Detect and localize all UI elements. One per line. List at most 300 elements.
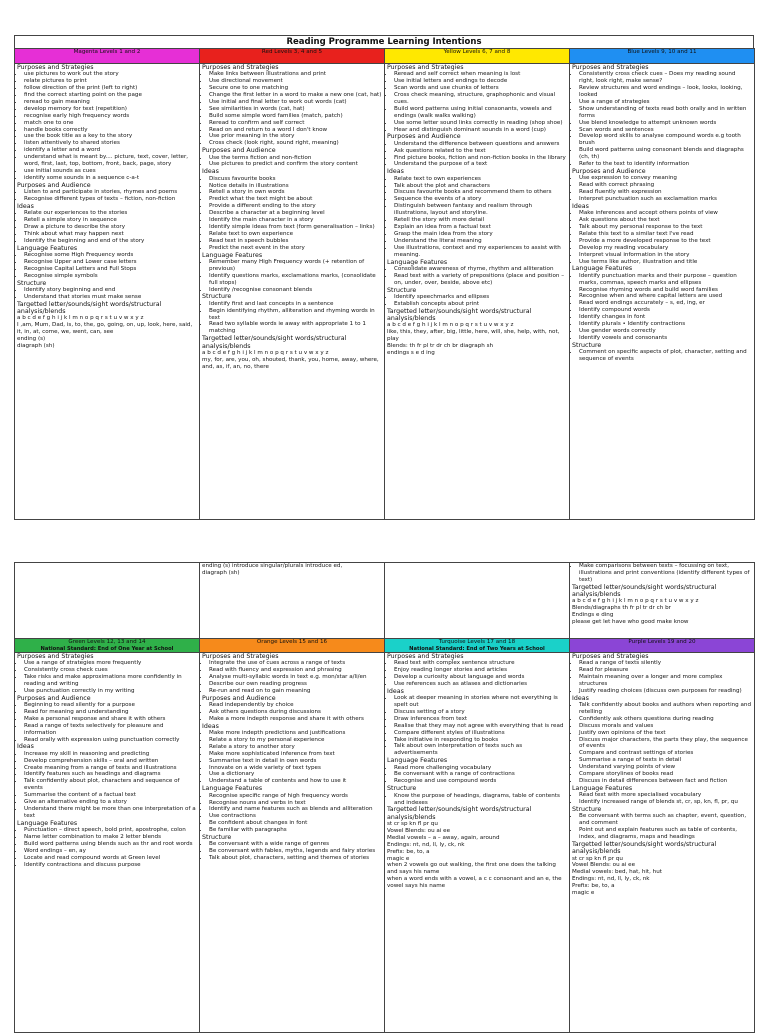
list-item: • Justify reading choices (discuss own purposes for reading)	[579, 688, 752, 695]
section-heading: Purposes and Audience	[202, 147, 276, 155]
list-item: • Read on and return to a word I don't know	[209, 127, 382, 134]
list-item: • Scan words and sentences	[579, 127, 752, 134]
list-item: • Begin identifying rhythm, alliteration and rhyming words in text	[209, 308, 382, 322]
section-heading: Structure	[17, 279, 47, 287]
list-item: • Be conversant with a wide range of genres	[209, 841, 382, 848]
list-item: • Take risks and make approximations more confidently in reading and writing	[24, 674, 197, 688]
list-item: • Compare storylines of books read	[579, 771, 752, 778]
list-item: • Refer to the text to identify information	[579, 161, 752, 168]
section-list	[17, 702, 197, 743]
list-item: • Realise that they may not agree with everything that is read	[394, 723, 567, 730]
section-list	[17, 287, 197, 301]
list-item: • Establish concepts about print	[394, 301, 567, 308]
section-heading: Ideas	[387, 168, 404, 176]
list-item: • Make inferences and accept others points of view	[579, 210, 752, 217]
list-item: • Recognise rhyming words and build word families	[579, 287, 752, 294]
list-item: • Justify own opinions of the text	[579, 730, 752, 737]
section-list	[17, 252, 197, 280]
page-title: Reading Programme Learning Intentions	[14, 35, 754, 49]
section-list	[202, 71, 382, 147]
list-item: • Identify punctuation marks and their purpose – question marks, commas, speech marks and ellipses	[579, 273, 752, 287]
list-item: • Secure one to one matching	[209, 85, 382, 92]
section-list	[387, 266, 567, 287]
header-green	[15, 639, 200, 653]
section-list	[202, 259, 382, 294]
list-item: • Read for pleasure	[579, 667, 752, 674]
list-item: • Identify the beginning and end of the story	[24, 238, 197, 245]
list-item: • Recognise Capital Letters and Full Stops	[24, 266, 197, 273]
list-item: • Take initiative in responding to books	[394, 737, 567, 744]
list-item: • Interpret visual information in the story	[579, 252, 752, 259]
list-item: • Cross check meaning, structure, graphophonic and visual cues.	[394, 92, 567, 106]
section-heading: Targetted letter/sounds/sight words/structural analysis/blends	[202, 335, 347, 350]
section-list	[17, 660, 197, 695]
section-heading: Purposes and Strategies	[387, 652, 464, 660]
header-green-standard: National Standard: End of One Year at School	[40, 645, 174, 652]
list-item: • Identify speechmarks and ellipses	[394, 294, 567, 301]
list-item: • Identify /recognise consonant blends	[209, 287, 382, 294]
list-item: • Discuss setting of a story	[394, 709, 567, 716]
list-item: • Use references such as atlases and dictionaries	[394, 681, 567, 688]
list-item: • Use initial and final letter to work out words (cat)	[209, 99, 382, 106]
list-item: • Read text in speech bubbles	[209, 238, 382, 245]
section-heading: Targetted letter/sounds/sight words/structural analysis/blends	[572, 583, 717, 599]
header-orange	[200, 639, 385, 653]
top-header-row	[15, 49, 755, 64]
header-green-label: Green Levels 12, 13 and 14	[68, 639, 146, 645]
header-yellow: Yellow Levels 6, 7 and 8	[385, 49, 570, 64]
list-item: • Provide a more developed response to the text	[579, 238, 752, 245]
section-heading: Structure	[387, 785, 417, 793]
list-item: • Talk confidently about plot, characters and sequence of events	[24, 778, 197, 792]
column-purple	[570, 652, 755, 1032]
continuation-row	[15, 563, 755, 639]
list-item: • Reread and self correct when meaning is lost	[394, 71, 567, 78]
section-list	[17, 751, 197, 820]
section-list	[202, 702, 382, 723]
list-item: • Confidently ask others questions during reading	[579, 716, 752, 723]
list-item: • Show understanding of texts read both orally and in written forms	[579, 106, 752, 120]
list-item: • Discuss in detail differences between fact and fiction	[579, 778, 752, 785]
list-item: • Discuss morals and values	[579, 723, 752, 730]
list-item: • Word endings – en, ay	[24, 848, 197, 855]
list-item: • Talk about the plot and characters	[394, 183, 567, 190]
section-heading: Ideas	[572, 202, 589, 210]
section-heading: Language Features	[387, 258, 448, 266]
header-magenta: Magenta Levels 1 and 2	[15, 49, 200, 64]
list-item: • Retell a story in own words	[209, 189, 382, 196]
list-item: • Use punctuation correctly in my writing	[24, 688, 197, 695]
section-list	[572, 792, 752, 806]
list-item: • Identify first and last concepts in a sentence	[209, 301, 382, 308]
section-heading: Ideas	[17, 743, 34, 751]
list-item: • Make more indepth predictions and justifications	[209, 730, 382, 737]
list-item: • find the correct starting point on the page	[24, 92, 197, 99]
section-heading: Ideas	[202, 722, 219, 730]
list-item: • Talk about my personal response to the text	[579, 224, 752, 231]
section-text: a b c d e f g h i j k l m n o p q r s t u v w x y z my, for, are, you, oh, shouted, thank, you, home, away, where, and, as, if, an, no, there	[202, 349, 379, 370]
list-item: • develop memory for text (repetition)	[24, 106, 197, 113]
list-item: • Make comparisons between texts – focussing on text, illustrations and print conventions (identify different types of text)	[579, 563, 752, 584]
list-item: • reread to gain meaning	[24, 99, 197, 106]
list-item: • Ask questions related to the text	[394, 148, 567, 155]
list-item: • Understand a table of contents and how to use it	[209, 778, 382, 785]
list-item: • Be conversant with fables, myths, legends and fairy stories	[209, 848, 382, 855]
section-list	[202, 660, 382, 695]
list-item: • Read for meaning and understanding	[24, 709, 197, 716]
list-item: • Notice details in illustrations	[209, 183, 382, 190]
list-item: • Create meaning from a range of texts and illustrations	[24, 765, 197, 772]
section-heading: Purposes and Strategies	[202, 652, 279, 660]
section-heading: Purposes and Strategies	[387, 64, 464, 71]
list-item: • Cross check (look right, sound right, meaning)	[209, 140, 382, 147]
list-item: • Identify simple ideas from text (form generalisation – links)	[209, 224, 382, 231]
continuation-red-text: ending (s) introduce singular/plurals introduce ed, diagraph (sh)	[202, 563, 343, 576]
section-list	[387, 765, 567, 786]
list-item: • Build word patterns using blends such as thr and root words	[24, 841, 197, 848]
section-text: st cr sp kn fl pr qu Vowel Blends: ou ai ee Medial vowels: bed, hat, hit, hut Endings: nt, nd, ll, ly, ck, nk Prefix: be, to, a magic e	[572, 855, 662, 897]
column-yellow	[385, 64, 570, 520]
section-heading: Targetted letter/sounds/sight words/structural analysis/blends	[17, 300, 162, 316]
section-list	[202, 793, 382, 834]
section-list	[387, 793, 567, 807]
section-list	[572, 349, 752, 363]
list-item: • See similarities in words (cat, hat)	[209, 106, 382, 113]
list-item: • Make a personal response and share it with others	[24, 716, 197, 723]
section-list	[572, 71, 752, 168]
list-item: • Identify the main character in a story	[209, 217, 382, 224]
list-item: • Summarise text in detail in own words	[209, 758, 382, 765]
list-item: • use initial sounds as cues	[24, 168, 197, 175]
list-item: • Use contractions	[209, 813, 382, 820]
list-item: • Identify story beginning and end	[24, 287, 197, 294]
list-item: • Identify vowels and consonants	[579, 335, 752, 342]
list-item: • Make a more indepth response and share it with others	[209, 716, 382, 723]
list-item: • identify a letter and a word	[24, 147, 197, 154]
list-item: • Use gender words correctly	[579, 328, 752, 335]
list-item: • Recognise specific range of high frequency words	[209, 793, 382, 800]
list-item: • Look at deeper meaning in stories where not everything is spelt out	[394, 695, 567, 709]
section-heading: Ideas	[387, 687, 404, 695]
list-item: • Identify plurals • Identify contractions	[579, 321, 752, 328]
section-heading: Ideas	[202, 168, 219, 176]
list-item: • Understand the literal meaning	[394, 238, 567, 245]
header-turquoise-label: Turquoise Levels 17 and 18	[438, 639, 516, 645]
header-orange-label: Orange Levels 15 and 16	[256, 639, 328, 645]
section-list	[572, 813, 752, 841]
section-heading: Purposes and Strategies	[202, 64, 279, 71]
section-list	[572, 273, 752, 342]
section-text: st cr sp kn fl pr qu Vowel Blends: ou ai ee Medial vowels – a – away, again, around Endings: nt, nd, ll, ly, ck, nk Prefix: be, to, a magic e when 2 vowels go out walking, the first one does the talking and says his name when a word ends with a vowel, a c c consonant and an e, the vowel says his name	[387, 821, 562, 890]
section-heading: Structure	[572, 341, 602, 349]
list-item: • Talk about own interpretation of texts such as advertisements	[394, 743, 567, 757]
list-item: • Retell the story with more detail	[394, 217, 567, 224]
list-item: • Discuss major characters, the parts they play, the sequence of events	[579, 737, 752, 751]
list-item: • Read word endings accurately – s, ed, ing, er	[579, 300, 752, 307]
list-item: • Discuss favourite books and recommend them to others	[394, 189, 567, 196]
section-heading: Ideas	[572, 694, 589, 702]
list-item: • Recognise some High Frequency words	[24, 252, 197, 259]
list-item: • Give an alternative ending to a story	[24, 799, 197, 806]
column-blue	[570, 64, 755, 520]
list-item: • Sequence the events of a story	[394, 196, 567, 203]
list-item: • Use illustrations, context and my experiences to assist with meaning.	[394, 245, 567, 259]
header-turquoise-standard: National Standard: End of Two Years at School	[409, 645, 545, 652]
list-item: • Use expression to convey meaning	[579, 175, 752, 182]
list-item: • Find picture books, fiction and non-fiction books in the library	[394, 155, 567, 162]
section-text: a b c d e f g h i j k l m n o p q r s t u v w x y z I ,am, Mum, Dad, is, to, the, go, going, on, up, look, here, said, it, in, at, come, we, went, can, see ending (s) diagraph (sh)	[17, 315, 193, 349]
section-heading: Language Features	[17, 244, 78, 252]
list-item: • Develop a curiosity about language and words	[394, 674, 567, 681]
list-item: • Use a dictionary	[209, 771, 382, 778]
list-item: • Be familiar with paragraphs	[209, 827, 382, 834]
list-item: • Read a range of texts silently	[579, 660, 752, 667]
list-item: • handle books correctly	[24, 127, 197, 134]
list-item: • listen attentively to shared stories	[24, 140, 197, 147]
list-item: • Consistently cross check cues – Does my reading sound right, look right, make sense?	[579, 71, 752, 85]
list-item: • Read with fluency and expression and phrasing	[209, 667, 382, 674]
list-item: • Develop word skills to analyse compound words e.g tooth brush	[579, 133, 752, 147]
list-item: • Reread to confirm and self correct	[209, 120, 382, 127]
header-turquoise	[385, 639, 570, 653]
list-item: • Read fluently with expression	[579, 189, 752, 196]
continuation-magenta	[15, 563, 200, 639]
list-item: • Read a range of texts selectively for pleasure and information	[24, 723, 197, 737]
list-item: • Re-run and read on to gain meaning	[209, 688, 382, 695]
list-item: • Ask questions about the text	[579, 217, 752, 224]
continuation-red	[200, 563, 385, 639]
continuation-blue-text: a b c d e f g h i j k l m n o p q r s t u v w x y z Blends/diagraphs th fr pl tr dr ch br Endings e ding please get let have who good make know	[572, 598, 699, 626]
list-item: • Use prior meaning in the story	[209, 133, 382, 140]
list-item: • Build word patterns using initial consonants, vowels and endings (walk walks walking)	[394, 106, 567, 120]
section-list	[202, 841, 382, 862]
list-item: • Read with correct phrasing	[579, 182, 752, 189]
list-item: • Recognise nouns and verbs in text	[209, 800, 382, 807]
list-item: • Ask others questions during discussions	[209, 709, 382, 716]
list-item: • Read more challenging vocabulary	[394, 765, 567, 772]
list-item: • Make links between illustrations and print	[209, 71, 382, 78]
list-item: • follow direction of the print (left to right)	[24, 85, 197, 92]
section-list	[387, 660, 567, 688]
list-item: • Relate text to own experience	[209, 231, 382, 238]
list-item: • Develop comprehension skills – oral and written	[24, 758, 197, 765]
top-content-row	[15, 64, 755, 520]
list-item: • Read orally with expression using punctuation correctly	[24, 737, 197, 744]
list-item: • Review structures and word endings – look, looks, looking, looked	[579, 85, 752, 99]
list-item: • understand what is meant by.... picture, text, cover, letter, word, first, last, top, bottom, front, back, page, story	[24, 154, 197, 168]
continuation-yellow	[385, 563, 570, 639]
list-item: • Distinguish between fantasy and realism through illustrations, layout and storyline.	[394, 203, 567, 217]
list-item: • Identify features such as headings and diagrams	[24, 771, 197, 778]
section-heading: Structure	[202, 293, 232, 301]
list-item: • Describe our own reading progress	[209, 681, 382, 688]
list-item: • Identify and name features such as blends and alliteration	[209, 806, 382, 813]
list-item: • Point out and explain features such as table of contents, index, and diagrams, maps and headings	[579, 827, 752, 841]
list-item: • Relate text to own experiences	[394, 176, 567, 183]
list-item: • Provide a different ending to the story	[209, 203, 382, 210]
list-item: • Use a range of strategies	[579, 99, 752, 106]
list-item: • Scan words and use chunks of letters	[394, 85, 567, 92]
list-item: • Innovate on a wide variety of text types	[209, 765, 382, 772]
list-item: • Consolidate awareness of rhyme, rhythm and alliteration	[394, 266, 567, 273]
list-item: • Be conversant with terms such as chapter, event, question, and comment	[579, 813, 752, 827]
list-item: • Recognise different types of texts – fiction, non-fiction	[24, 196, 197, 203]
section-list	[17, 827, 197, 868]
list-item: • Maintain meaning over a longer and more complex structures	[579, 674, 752, 688]
section-heading: Purposes and Audience	[572, 167, 646, 175]
header-purple-label: Purple Levels 19 and 20	[628, 639, 696, 645]
section-heading: Language Features	[202, 785, 263, 793]
list-item: • Discuss favourite books	[209, 176, 382, 183]
section-list	[17, 71, 197, 182]
section-list	[387, 695, 567, 757]
list-item: • Relate a story to my personal experience	[209, 737, 382, 744]
list-item: • Consistently cross check cues	[24, 667, 197, 674]
list-item: • identify some sounds in a sequence c-a-t	[24, 175, 197, 182]
list-item: • Retell a simple story in sequence	[24, 217, 197, 224]
section-heading: Structure	[572, 806, 602, 814]
list-item: • Summarise the content of a factual text	[24, 792, 197, 799]
list-item: • Hear and distinguish dominant sounds in a word (cup)	[394, 127, 567, 134]
list-item: • Predict the next event in the story	[209, 245, 382, 252]
list-item: • Read text with complex sentence structure	[394, 660, 567, 667]
section-heading: Purposes and Strategies	[17, 652, 94, 660]
bottom-content-row	[15, 652, 755, 1032]
list-item: • Recognise when and where capital letters are used	[579, 293, 752, 300]
section-list	[202, 301, 382, 336]
list-item: • Be confident about changes in font	[209, 820, 382, 827]
list-item: • Grasp the main idea from the story	[394, 231, 567, 238]
section-heading: Purposes and Strategies	[572, 652, 649, 660]
list-item: • Enjoy reading longer stories and articles	[394, 667, 567, 674]
list-item: • Increase my skill in reasoning and predicting	[24, 751, 197, 758]
list-item: • Think about what may happen next	[24, 231, 197, 238]
list-item: • Use blend knowledge to attempt unknown words	[579, 120, 752, 127]
list-item: • Use terms like author, illustration and title	[579, 259, 752, 266]
list-item: • Identify questions marks, exclamations marks, (consolidate full stops)	[209, 273, 382, 287]
list-item: • Use the terms fiction and non-fiction	[209, 155, 382, 162]
list-item: • Talk confidently about books and authors when reporting and retelling	[579, 702, 752, 716]
continuation-blue-list	[572, 563, 752, 584]
column-red	[200, 64, 385, 520]
list-item: • Use a range of strategies more frequently	[24, 660, 197, 667]
list-item: • Punctuation – direct speech, bold print, apostrophe, colon	[24, 827, 197, 834]
list-item: • Recognise and use compound words	[394, 778, 567, 785]
list-item: • use pictures to work out the story	[24, 71, 197, 78]
section-list	[17, 189, 197, 203]
column-green	[15, 652, 200, 1032]
list-item: • Identify compound words	[579, 307, 752, 314]
list-item: • Understand varying points of view	[579, 764, 752, 771]
list-item: • Recognise simple symbols	[24, 273, 197, 280]
header-red: Red Levels 3, 4 and 5	[200, 49, 385, 64]
list-item: • Understand there might be more than one interpretation of a text	[24, 806, 197, 820]
list-item: • Identify changes in font	[579, 314, 752, 321]
section-heading: Purposes and Audience	[17, 694, 91, 702]
list-item: • relate pictures to print	[24, 78, 197, 85]
column-magenta	[15, 64, 200, 520]
list-item: • Draw a picture to describe the story	[24, 224, 197, 231]
list-item: • Understand the purpose of a text	[394, 161, 567, 168]
column-turquoise	[385, 652, 570, 1032]
list-item: • Use initial letters and endings to decode	[394, 78, 567, 85]
section-list	[17, 210, 197, 245]
list-item: • Read text with more specialised vocabulary	[579, 792, 752, 799]
list-item: • Describe a character at a beginning level	[209, 210, 382, 217]
list-item: • Name letter combination to make 2 letter blends	[24, 834, 197, 841]
list-item: • Integrate the use of cues across a range of texts	[209, 660, 382, 667]
list-item: • Remember many High Frequency words (+ retention of previous)	[209, 259, 382, 273]
bottom-levels-table	[14, 562, 755, 1033]
list-item: • Interpret punctuation such as exclamation marks	[579, 196, 752, 203]
section-heading: Language Features	[387, 757, 448, 765]
section-list	[387, 141, 567, 169]
list-item: • Relate a story to another story	[209, 744, 382, 751]
section-heading: Language Features	[572, 265, 633, 273]
section-list	[202, 730, 382, 785]
section-heading: Purposes and Audience	[17, 181, 91, 189]
list-item: • Make more sophisticated inference from text	[209, 751, 382, 758]
top-levels-table	[14, 48, 755, 520]
list-item: • Read two syllable words ie away with appropriate 1 to 1 matching	[209, 321, 382, 335]
continuation-blue	[570, 563, 755, 639]
list-item: • Relate this text to a similar text I've read	[579, 231, 752, 238]
section-list	[572, 660, 752, 695]
list-item: • Read independently by choice	[209, 702, 382, 709]
section-list	[202, 176, 382, 252]
list-item: • Summarise a range of texts in detail	[579, 757, 752, 764]
column-orange	[200, 652, 385, 1032]
list-item: • Use some letter sound links correctly in reading (shop shoe)	[394, 120, 567, 127]
list-item: • Beginning to read silently for a purpose	[24, 702, 197, 709]
list-item: • Recognise Upper and Lower case letters	[24, 259, 197, 266]
list-item: • Use directional movement	[209, 78, 382, 85]
section-heading: Targetted letter/sounds/sight words/structural analysis/blends	[387, 806, 532, 821]
list-item: • Compare different styles of illustrations	[394, 730, 567, 737]
section-list	[387, 176, 567, 259]
list-item: • Compare and contrast settings of stories	[579, 750, 752, 757]
list-item: • Talk about plot, characters, setting and themes of stories	[209, 855, 382, 862]
list-item: • Identify contractions and discuss purpose	[24, 862, 197, 869]
list-item: • Analyse multi-syllabic words in text e.g. mon/star a/li/en	[209, 674, 382, 681]
list-item: • Comment on specific aspects of plot, character, setting and sequence of events	[579, 349, 752, 363]
section-heading: Ideas	[17, 202, 34, 210]
list-item: • Use pictures to predict and confirm the story content	[209, 161, 382, 168]
list-item: • Understand the difference between questions and answers	[394, 141, 567, 148]
section-heading: Structure	[387, 286, 417, 294]
list-item: • Identify increased range of blends st, cr, sp, kn, fl, pr, qu	[579, 799, 752, 806]
section-list	[572, 702, 752, 785]
list-item: • Build some simple word families (match, patch)	[209, 113, 382, 120]
section-list	[387, 71, 567, 133]
bottom-header-row	[15, 639, 755, 653]
list-item: • Read text with a variety of prepositions (place and position – on, under, over, beside, above etc)	[394, 273, 567, 287]
section-heading: Targetted letter/sounds/sight words/structural analysis/blends	[387, 307, 532, 322]
section-text: a b c d e f g h i j k l m n o p q r s t u v w x y z like, this, they, after, big, little, here, will, she, help, with, not, play Blends: th fr pl tr dr ch br diagraph sh endings s e d ing	[387, 322, 560, 356]
list-item: • Be conversant with a range of contractions	[394, 771, 567, 778]
section-heading: Structure	[202, 834, 232, 842]
list-item: • Change the first letter in a word to make a new one (cat, hat)	[209, 92, 382, 99]
list-item: • match one to one	[24, 120, 197, 127]
section-heading: Purposes and Audience	[387, 133, 461, 141]
section-heading: Language Features	[17, 819, 78, 827]
list-item: • Predict what the text might be about	[209, 196, 382, 203]
section-heading: Language Features	[202, 251, 263, 259]
list-item: • Develop my reading vocabulary	[579, 245, 752, 252]
list-item: • Listen to and participate in stories, rhymes and poems	[24, 189, 197, 196]
list-item: • Understand that stories must make sense	[24, 294, 197, 301]
section-list	[572, 210, 752, 265]
